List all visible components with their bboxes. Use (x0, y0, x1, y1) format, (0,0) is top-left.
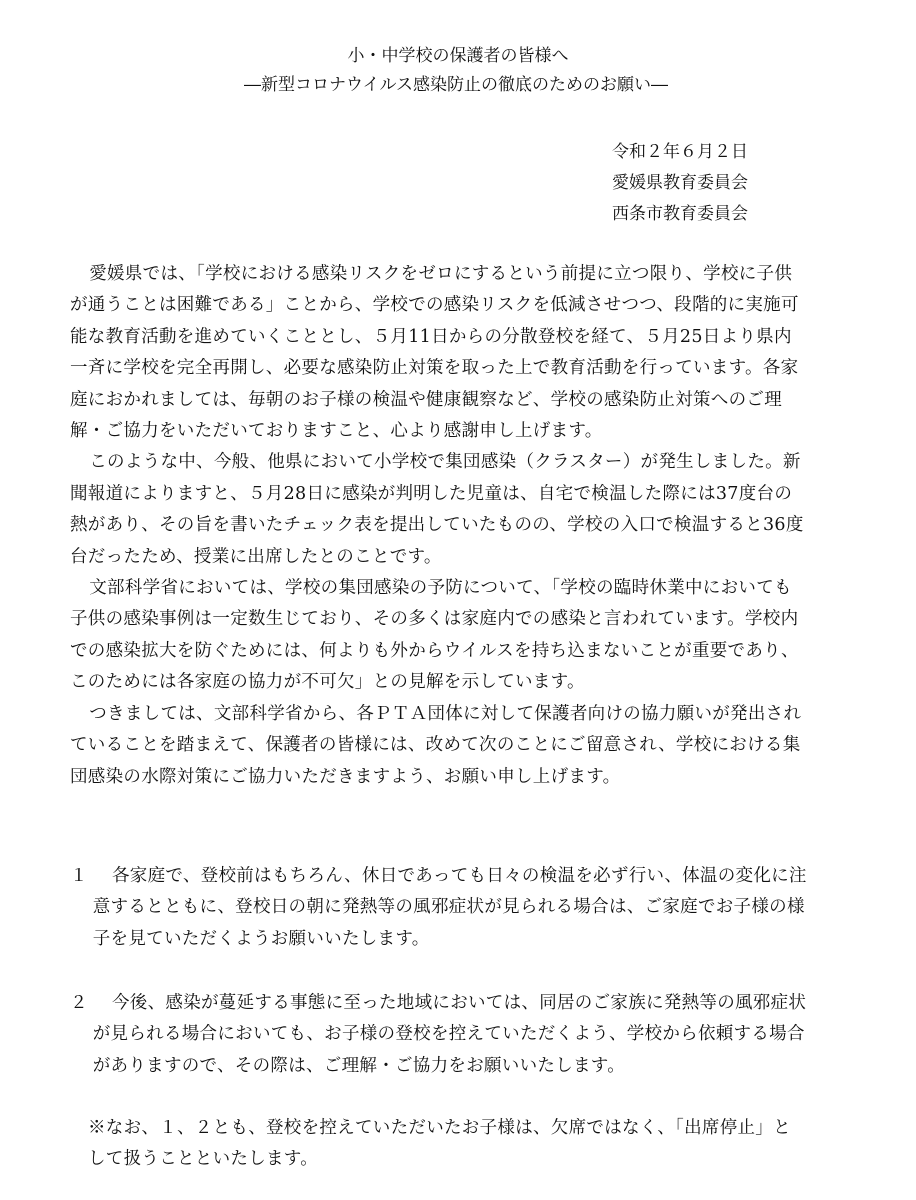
title-subtitle: ―新型コロナウイルス感染防止の徹底のためのお願い― (244, 75, 668, 95)
title-main: 小・中学校の保護者の皆様へ (347, 46, 569, 66)
paragraph-4: つきましては、文部科学省から、各ＰＴＡ団体に対して保護者向けの協力願いが発出されていることを踏まえて、保護者の皆様には、改めて次のことにご留意され、学校における集団感染の水際対策にご協力いただきますよう、お願い申し上げます。 (70, 703, 802, 787)
body-paragraphs (70, 259, 808, 793)
paragraph-1: 愛媛県では、「学校における感染リスクをゼロにするという前提に立つ限り、学校に子供が通うことは困難である」ことから、学校での感染リスクを低減させつつ、段階的に実施可能な教育活動を進めていくこととし、５月11日からの分散登校を経て、５月25日より県内一斉に学校を完全再開し、必要な感染防止対策を取った上で教育活動を行っています。各家庭におかれましては、毎朝のお子様の検温や健康観察など、学校の感染防止対策へのご理解・ご協力をいただいておりますこと、心より感謝申し上げます。 (70, 264, 799, 442)
item-text: 各家庭で、登校前はもちろん、休日であっても日々の検温を必ず行い、体温の変化に注意するとともに、登校日の朝に発熱等の風邪症状が見られる場合は、ご家庭でお子様の様子を見ていただくようお願いいたします。 (92, 866, 807, 949)
item-number: ２ (70, 993, 88, 1013)
issuer-prefecture-board: 愛媛県教育委員会 (612, 173, 748, 193)
issuer-city-board: 西条市教育委員会 (612, 204, 748, 224)
document-title (0, 42, 916, 100)
paragraph-3: 文部科学省においては、学校の集団感染の予防について、「学校の臨時休業中においても子供の感染事例は一定数生じており、その多くは家庭内での感染と言われています。学校内での感染拡大を防ぐためには、何よりも外からウイルスを持ち込まないことが重要であり、このためには各家庭の協力が不可欠」との見解を示しています。 (70, 578, 799, 693)
request-item-2 (70, 988, 808, 1082)
document-meta (612, 137, 748, 230)
footnote: ※なお、１、２とも、登校を控えていただいたお子様は、欠席ではなく、「出席停止」として扱うことといたします。 (88, 1118, 791, 1170)
paragraph-2: このような中、今般、他県において小学校で集団感染（クラスター）が発生しました。新聞報道によりますと、５月28日に感染が判明した児童は、自宅で検温した際には37度台の熱があり、その旨を書いたチェック表を提出していたものの、学校の入口で検温すると36度台だったため、授業に出席したとのことです。 (70, 452, 804, 567)
issue-date: 令和２年６月２日 (612, 142, 748, 162)
request-item-1 (70, 861, 808, 955)
item-number: １ (70, 866, 88, 886)
item-text: 今後、感染が蔓延する事態に至った地域においては、同居のご家族に発熱等の風邪症状が見られる場合においても、お子様の登校を控えていただくよう、学校から依頼する場合がありますので、その際は、ご理解・ご協力をお願いいたします。 (92, 993, 807, 1076)
